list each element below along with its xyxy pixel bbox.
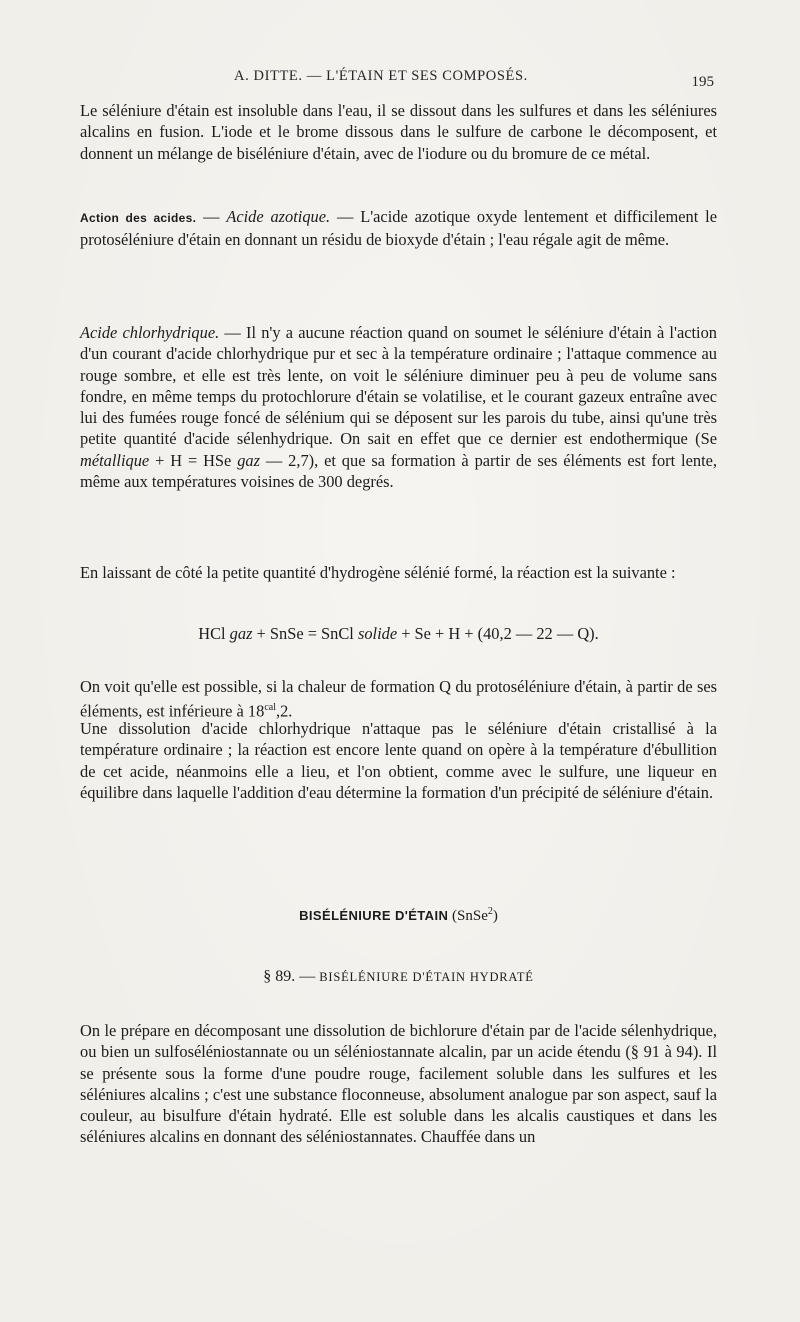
- state-label: gaz: [229, 624, 253, 643]
- chemical-formula: ): [492, 908, 498, 924]
- paragraph-hcl-solution: [80, 718, 717, 803]
- paragraph-text: En laissant de côté la petite quantité d'hydrogène sélénié formé, la réaction est la suivante :: [80, 563, 676, 582]
- paragraph-preparation: [80, 1020, 717, 1148]
- subsection-title: BISÉLÉNIURE D'ÉTAIN HYDRATÉ: [319, 970, 534, 984]
- state-label: métallique: [80, 450, 150, 470]
- paragraph-text: Une dissolution d'acide chlorhydrique n'attaque pas le séléniure d'étain cristallisé à la température ordinaire ; la réaction est encore lente quand on opère à la température d'ébullition de cet acide, néanmoins elle a lieu, et l'on obtient, comme avec le sulfure, une liqueur en équilibre dans laquelle l'addition d'eau détermine la formation d'un précipité de séléniure d'étain.: [80, 719, 717, 802]
- page-header: [84, 62, 714, 92]
- superscript: cal: [264, 702, 276, 714]
- paragraph-reaction-intro: [80, 562, 717, 583]
- running-head: A. DITTE. — L'ÉTAIN ET SES COMPOSÉS.: [234, 68, 528, 84]
- run-in-heading: Action des acides.: [80, 211, 197, 225]
- section-number: § 89.: [263, 968, 296, 985]
- acid-name: Acide azotique.: [226, 207, 331, 226]
- paragraph-solubility: [80, 100, 717, 164]
- state-label: solide: [357, 624, 398, 643]
- superscript: 2: [487, 906, 493, 917]
- chemical-equation: [80, 624, 717, 644]
- paragraph-hydrochloric-acid: [80, 322, 717, 492]
- section-heading: [80, 906, 717, 925]
- state-label: gaz: [237, 450, 260, 470]
- chemical-formula: (SnSe: [448, 908, 488, 924]
- subsection-heading: [80, 968, 717, 986]
- paragraph-text: — 2,7), et que sa formation à partir de ses éléments est fort lente, même aux températures voisines de 300 degrés.: [80, 450, 717, 492]
- equation-part: + Se + H + (40,2 — 22 — Q).: [397, 624, 599, 643]
- acid-name: Acide chlorhydrique.: [80, 323, 220, 342]
- paragraph-text: ,2.: [275, 701, 293, 721]
- paragraph-text: + H = HSe: [149, 450, 238, 470]
- page-number: 195: [691, 74, 714, 90]
- dash: —: [295, 968, 320, 985]
- paragraph-text: On le prépare en décomposant une dissolution de bichlorure d'étain par de l'acide sélenhydrique, ou bien un sulfoséléniostannate ou un séléniostannate alcalin, par un acide étendu (§ 91 à 94). Il se présente sous la forme d'une poudre rouge, facilement soluble dans les sulfures et les séléniures alcalins ; c'est une substance floconneuse, absolument analogue par son aspect, sauf la couleur, au bisulfure d'étain hydraté. Elle est soluble dans les alcalis caustiques et dans les séléniures alcalins en donnant des séléniostannates. Chauffée dans un: [80, 1021, 717, 1147]
- equation-part: HCl: [198, 624, 230, 643]
- dash: —: [196, 207, 227, 226]
- paragraph-heat-formation: [80, 676, 717, 722]
- section-title: BISÉLÉNIURE D'ÉTAIN: [299, 908, 449, 923]
- paragraph-text: Le séléniure d'étain est insoluble dans l'eau, il se dissout dans les sulfures et dans les séléniures alcalins en fusion. L'iode et le brome dissous dans le sulfure de carbone le décomposent, et donnent un mélange de biséléniure d'étain, avec de l'iodure ou du bromure de ce métal.: [80, 101, 717, 163]
- paragraph-text: On voit qu'elle est possible, si la chaleur de formation Q du protoséléniure d'étain, à partir de ses éléments, est inférieure à 18: [80, 677, 717, 721]
- equation-part: + SnSe = SnCl: [252, 624, 358, 643]
- paragraph-text: — Il n'y a aucune réaction quand on soumet le séléniure d'étain à l'action d'un courant d'acide chlorhydrique pur et sec à la température ordinaire ; l'attaque commence au rouge sombre, et elle est très lente, on voit le séléniure diminuer peu à peu de volume sans fondre, en même temps du protochlorure d'étain se volatilise, et le courant gazeux entraîne avec lui des fumées rouge foncé de sélénium qui se déposent sur les parois du tube, ainsi qu'une très petite quantité d'acide sélenhydrique. On sait en effet que ce dernier est endothermique (Se: [80, 323, 717, 449]
- paragraph-nitric-acid: [80, 206, 717, 251]
- paragraph-text: — L'acide azotique oxyde lentement et difficilement le protoséléniure d'étain en donnant un résidu de bioxyde d'étain ; l'eau régale agit de même.: [80, 207, 717, 250]
